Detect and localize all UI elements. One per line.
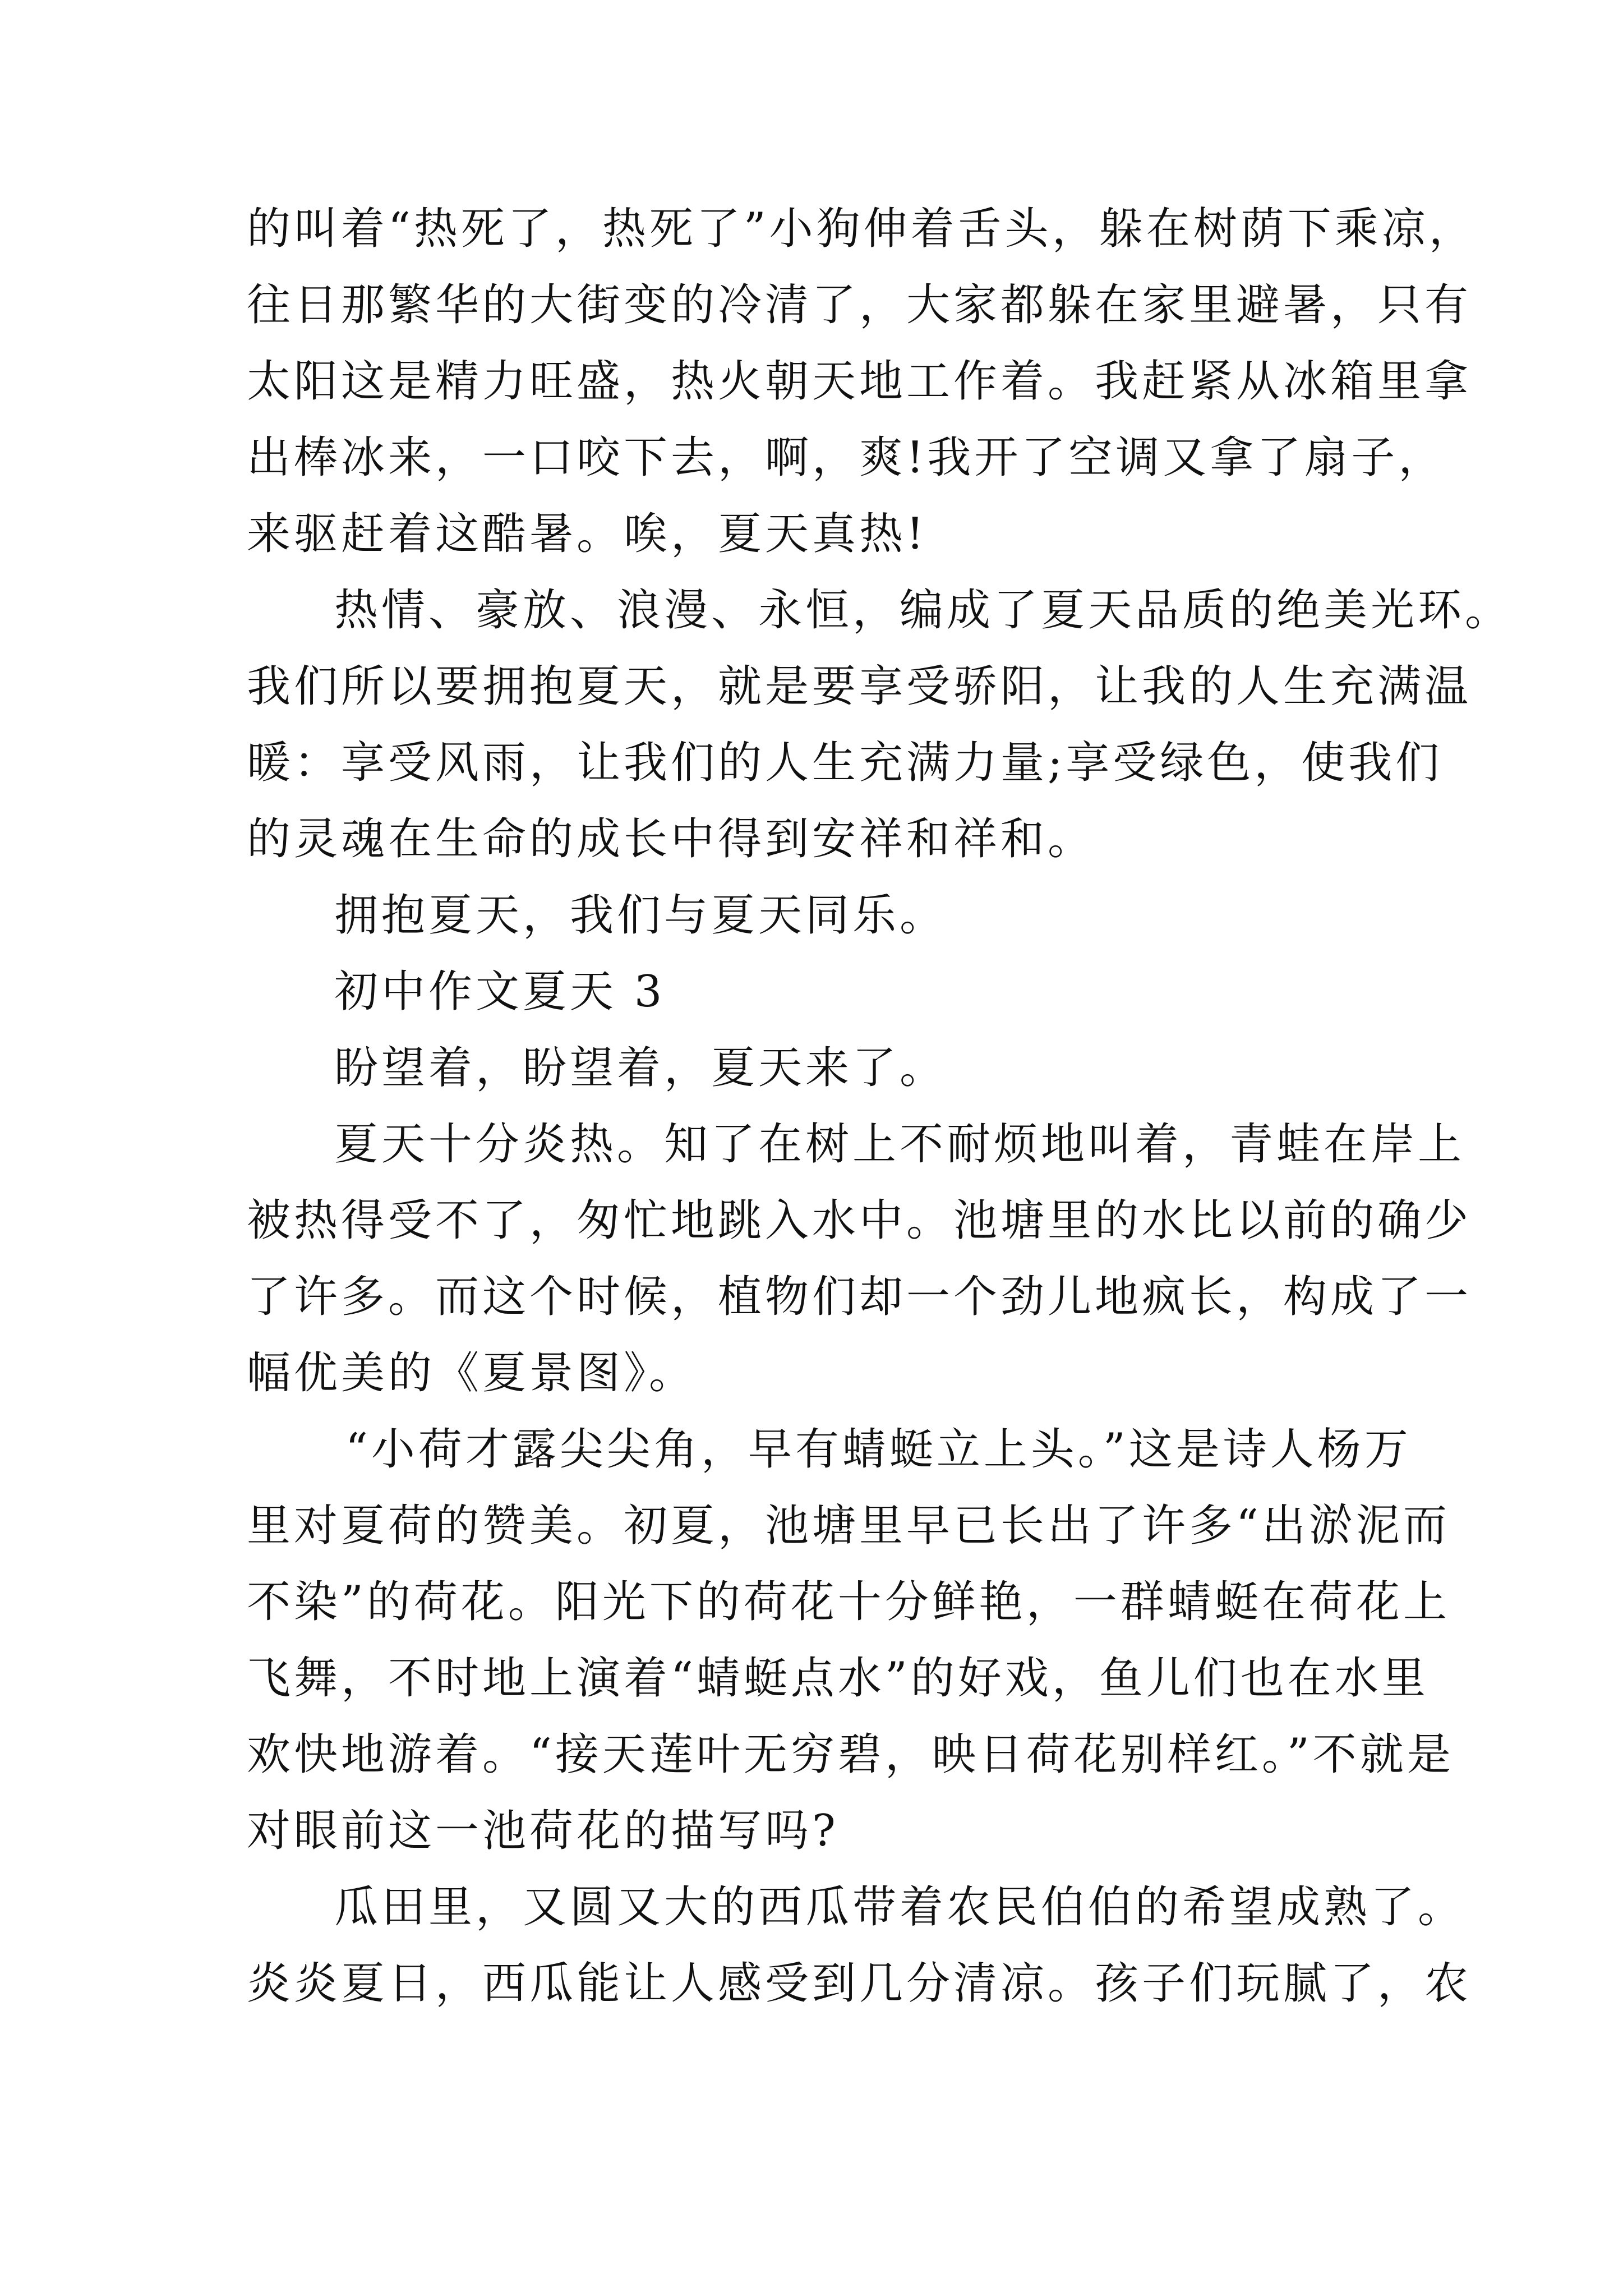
text-line: 被热得受不了，匆忙地跳入水中。池塘里的水比以前的确少 bbox=[247, 1195, 1472, 1246]
text-line: 不染”的荷花。阳光下的荷花十分鲜艳，一群蜻蜓在荷花上 bbox=[247, 1577, 1450, 1627]
text-line: 欢快地游着。“接天莲叶无穷碧，映日荷花别样红。”不就是 bbox=[247, 1729, 1454, 1780]
text-line: 太阳这是精力旺盛，热火朝天地工作着。我赶紧从冰箱里拿 bbox=[247, 356, 1472, 407]
text-line: 炎炎夏日，西瓜能让人感受到几分清凉。孩子们玩腻了，农 bbox=[247, 1958, 1472, 2009]
paragraph-start-line: 热情、豪放、浪漫、永恒，编成了夏天品质的绝美光环。 bbox=[334, 585, 1513, 636]
section-heading: 初中作文夏天 3 bbox=[334, 967, 666, 1017]
text-line: 暖：享受风雨，让我们的人生充满力量;享受绿色，使我们 bbox=[247, 738, 1443, 788]
paragraph-start-line: 拥抱夏天，我们与夏天同乐。 bbox=[334, 890, 947, 941]
text-line: 的灵魂在生命的成长中得到安祥和祥和。 bbox=[247, 814, 1095, 864]
text-line: 对眼前这一池荷花的描写吗? bbox=[247, 1806, 839, 1856]
paragraph-start-line: 盼望着，盼望着，夏天来了。 bbox=[334, 1043, 947, 1093]
text-line: 的叫着“热死了，热死了”小狗伸着舌头，躲在树荫下乘凉， bbox=[247, 204, 1476, 254]
text-line: 了许多。而这个时候，植物们却一个劲儿地疯长，构成了一 bbox=[247, 1272, 1472, 1322]
paragraph-start-line: “小荷才露尖尖角，早有蜻蜓立上头。”这是诗人杨万 bbox=[345, 1424, 1412, 1475]
text-line: 出棒冰来，一口咬下去，啊，爽!我开了空调又拿了扇子， bbox=[247, 432, 1446, 483]
paragraph-start-line: 夏天十分炎热。知了在树上不耐烦地叫着，青蛙在岸上 bbox=[334, 1119, 1465, 1170]
text-line: 往日那繁华的大街变的冷清了，大家都躲在家里避暑，只有 bbox=[247, 280, 1472, 330]
paragraph-start-line: 瓜田里，又圆又大的西瓜带着农民伯伯的希望成熟了。 bbox=[334, 1882, 1465, 1932]
text-line: 幅优美的《夏景图》。 bbox=[247, 1348, 697, 1398]
body-text bbox=[247, 191, 1513, 2022]
text-line: 我们所以要拥抱夏天，就是要享受骄阳，让我的人生充满温 bbox=[247, 661, 1472, 712]
text-line: 里对夏荷的赞美。初夏，池塘里早已长出了许多“出淤泥而 bbox=[247, 1501, 1450, 1551]
text-line: 飞舞，不时地上演着“蜻蜓点水”的好戏，鱼儿们也在水里 bbox=[247, 1653, 1429, 1704]
text-line: 来驱赶着这酷暑。唉，夏天真热! bbox=[247, 509, 928, 559]
